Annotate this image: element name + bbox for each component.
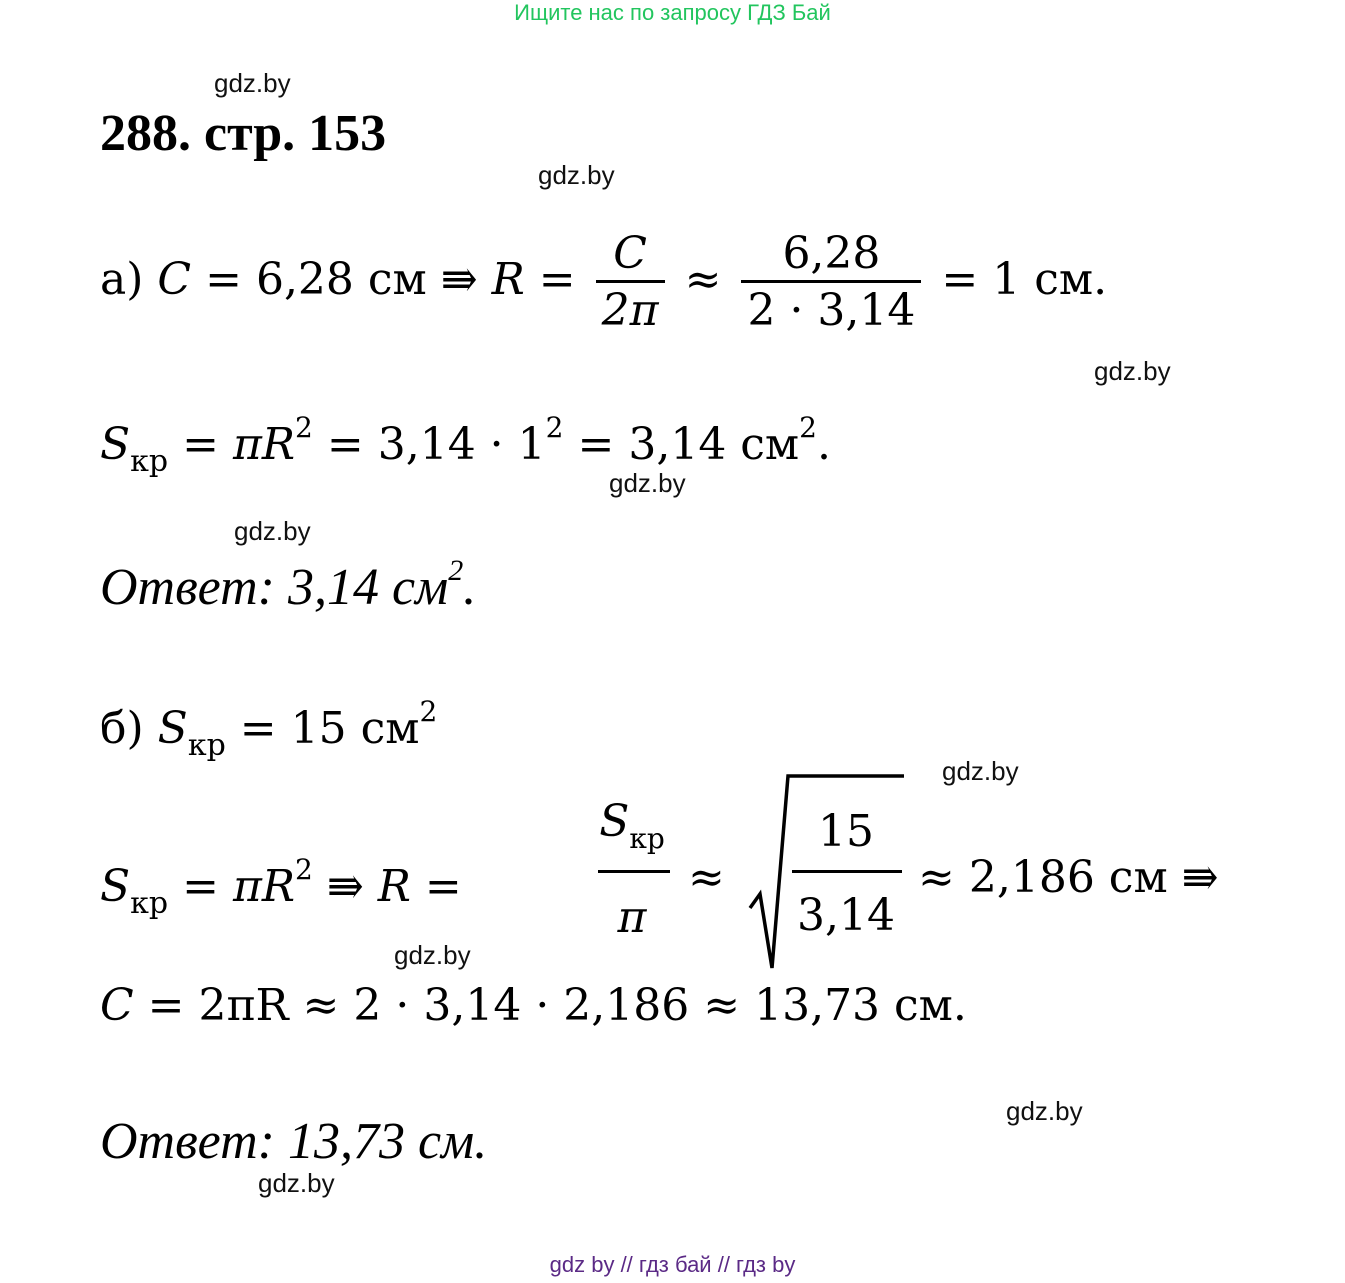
watermark: gdz.by <box>538 160 615 190</box>
circumference-calculation: = 2πR ≈ 2 · 3,14 · 2,186 ≈ 13,73 см. <box>147 980 967 1031</box>
fraction-numerator: 6,28 <box>741 232 921 283</box>
root-1-numerator <box>596 796 668 855</box>
root-2-numerator: 15 <box>818 806 874 857</box>
area-result: = 3,14 см <box>577 419 800 470</box>
equals-sign: = <box>182 419 219 470</box>
exponent: 2 <box>295 853 313 886</box>
part-b-circumference <box>100 980 967 1031</box>
watermark: gdz.by <box>234 516 311 546</box>
watermark: gdz.by <box>1006 1096 1083 1126</box>
answer-text: Ответ: 3,14 см <box>100 559 449 616</box>
radius-var: R <box>491 254 525 305</box>
part-a-line-2 <box>100 411 831 479</box>
radius-var: R <box>377 861 411 912</box>
watermark: gdz.by <box>942 756 1019 786</box>
watermark: gdz.by <box>258 1168 335 1198</box>
part-a-answer <box>100 554 476 617</box>
circumference-value: 6,28 см <box>255 254 427 305</box>
area-subscript: кр <box>187 728 226 763</box>
circumference-var: C <box>100 980 134 1031</box>
fraction-denominator: 2π <box>601 285 659 336</box>
radius-result: = 1 см. <box>941 254 1108 305</box>
footer-links: gdz by // гдз бай // гдз by <box>549 1252 796 1277</box>
equals-sign: = <box>205 254 242 305</box>
area-var: S <box>100 419 131 470</box>
watermark: gdz.by <box>1094 356 1171 386</box>
watermark: gdz.by <box>394 940 471 970</box>
search-banner: Ищите нас по запросу ГДЗ Бай <box>514 0 831 25</box>
equals-sign: = <box>538 254 576 305</box>
pi-r: πR <box>233 861 296 912</box>
watermark: gdz.by <box>609 468 686 498</box>
fraction-bar <box>598 870 670 873</box>
fraction-numerator: C <box>596 232 665 283</box>
fraction-c-over-2pi <box>596 228 665 336</box>
problem-title: 288. стр. 153 <box>100 105 387 162</box>
area-var: S <box>100 861 131 912</box>
pi-r: πR <box>233 419 296 470</box>
watermark: gdz.by <box>214 68 291 98</box>
approx-sign: ≈ <box>688 852 725 903</box>
area-subscript: кр <box>130 886 169 921</box>
exponent: 2 <box>419 695 438 728</box>
equals-sign: = <box>424 861 462 912</box>
exponent: 2 <box>545 411 564 444</box>
exponent: 2 <box>448 554 464 587</box>
period: . <box>817 419 831 470</box>
part-b-answer: Ответ: 13,73 см. <box>100 1113 488 1170</box>
part-b-given <box>100 695 438 763</box>
fraction-numeric <box>741 228 921 336</box>
part-a-line-1 <box>100 228 1108 336</box>
implies-sign: ⇛ <box>326 861 364 912</box>
area-substitution: = 3,14 · 1 <box>326 419 546 470</box>
root-2-denominator: 3,14 <box>797 890 895 941</box>
area-given: = 15 см <box>239 703 420 754</box>
fraction-bar <box>792 870 902 873</box>
part-a-label: а) <box>100 254 144 305</box>
implies-sign: ⇛ <box>440 254 478 305</box>
equals-sign: = <box>182 861 219 912</box>
part-b-radius-start <box>100 853 462 921</box>
period: . <box>463 559 477 616</box>
area-subscript: кр <box>629 822 665 855</box>
exponent: 2 <box>295 411 313 444</box>
area-var: S <box>157 703 188 754</box>
fraction-denominator: 2 · 3,14 <box>747 285 916 336</box>
area-var: S <box>599 796 630 847</box>
area-subscript: кр <box>130 444 169 479</box>
radius-result: ≈ 2,186 см ⇛ <box>918 852 1219 903</box>
exponent: 2 <box>799 411 817 444</box>
circumference-var: C <box>157 254 192 305</box>
approx-sign: ≈ <box>684 254 722 305</box>
part-b-label: б) <box>100 703 144 754</box>
root-1-denominator: π <box>617 892 647 943</box>
